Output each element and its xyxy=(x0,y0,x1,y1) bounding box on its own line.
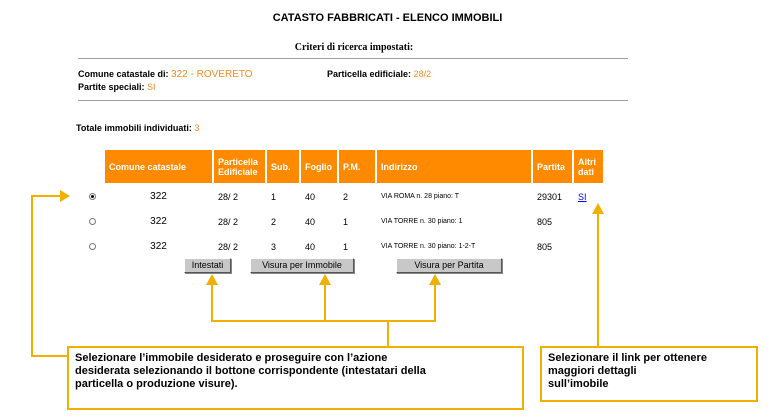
arrowhead-icon xyxy=(429,274,441,285)
callout-link-line1: Selezionare il link per ottenere xyxy=(548,352,707,364)
cell-indirizzo: VIA TORRE n. 30 piano: 1-2-T xyxy=(381,243,476,250)
visura-immobile-button[interactable]: Visura per Immobile xyxy=(250,258,354,273)
callout-buttons-line2: desiderata selezionando il bottone corrispondente (intestatari della xyxy=(75,365,426,377)
cell-partita: 805 xyxy=(537,216,553,227)
total-value: 3 xyxy=(194,123,200,133)
particella-label: Particella edificiale: xyxy=(327,69,412,79)
intestati-button[interactable]: Intestati xyxy=(184,258,231,273)
cell-comune: 322 xyxy=(150,191,167,202)
criteria-title: Criteri di ricerca impostati: xyxy=(294,42,414,53)
header-partita: Partita xyxy=(533,150,572,183)
callout-buttons xyxy=(67,346,524,410)
comune-value: 322 - ROVERETO xyxy=(171,69,253,80)
cell-foglio: 40 xyxy=(305,216,316,227)
callout-buttons-line1: Selezionare l’immobile desiderato e proseguire con l’azione xyxy=(75,352,388,364)
left-arrow-line xyxy=(32,196,67,356)
comune-label: Comune catastale di: xyxy=(78,69,169,79)
arrowhead-icon xyxy=(206,274,218,285)
arrowhead-icon xyxy=(592,203,604,214)
cell-foglio: 40 xyxy=(305,241,316,252)
cell-sub: 1 xyxy=(271,191,277,202)
header-foglio: Foglio xyxy=(301,150,337,183)
cell-particella: 28/ 2 xyxy=(218,191,239,202)
header-sub: Sub. xyxy=(267,150,299,183)
header-particella-line2: Edificiale xyxy=(218,166,258,177)
header-particella-line1: Particella xyxy=(218,156,259,167)
cell-partita: 805 xyxy=(537,241,553,252)
visura-partita-button[interactable]: Visura per Partita xyxy=(396,258,502,273)
cell-sub: 3 xyxy=(271,241,277,252)
header-comune: Comune catastale xyxy=(105,150,212,183)
cell-particella: 28/ 2 xyxy=(218,241,239,252)
cell-pm: 2 xyxy=(343,191,349,202)
arrowhead-icon xyxy=(60,190,70,202)
cell-comune: 322 xyxy=(150,241,167,252)
cell-sub: 2 xyxy=(271,216,277,227)
header-altri-line2: dati xyxy=(578,166,595,177)
cell-comune: 322 xyxy=(150,216,167,227)
page-title: CATASTO FABBRICATI - ELENCO IMMOBILI xyxy=(272,12,503,24)
arrowhead-icon xyxy=(319,274,331,285)
total-label: Totale immobili individuati: xyxy=(76,123,192,133)
partite-value: SI xyxy=(147,82,156,92)
callout-link-line2: maggiori dettagli xyxy=(548,365,637,377)
cell-pm: 1 xyxy=(343,216,349,227)
altri-dati-link[interactable]: SI xyxy=(578,191,587,202)
cell-foglio: 40 xyxy=(305,191,316,202)
cell-indirizzo: VIA ROMA n. 28 piano: T xyxy=(381,193,460,200)
header-altri-line1: Altri xyxy=(578,156,596,167)
header-indirizzo: Indirizzo xyxy=(377,150,531,183)
cell-pm: 1 xyxy=(343,241,349,252)
header-pm: P.M. xyxy=(339,150,375,183)
cell-particella: 28/ 2 xyxy=(218,216,239,227)
cell-indirizzo: VIA TORRE n. 30 piano: 1 xyxy=(381,218,463,225)
particella-value: 28/2 xyxy=(413,69,432,79)
partite-label: Partite speciali: xyxy=(78,82,145,92)
callout-link-line3: sull’imobile xyxy=(548,378,609,390)
callout-buttons-line3: particella o produzione visure). xyxy=(75,378,238,390)
cell-partita: 29301 xyxy=(537,191,563,202)
callout-link xyxy=(540,346,758,402)
bracket-line xyxy=(212,280,435,321)
